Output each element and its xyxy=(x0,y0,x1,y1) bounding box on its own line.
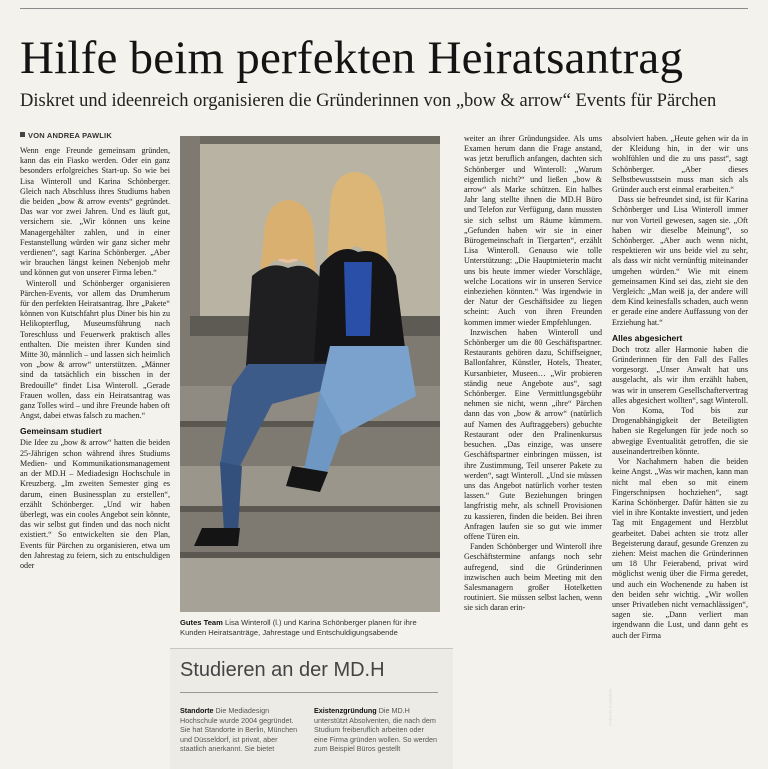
infobox-lead: Existenzgründung xyxy=(314,706,377,715)
caption-text: Lisa Winteroll (l.) und Karina Schönberger planen für ihre Kunden Heiratsanträge, Jahrestage und Entschuldigungsabende xyxy=(180,618,417,637)
paragraph: Dass sie befreundet sind, ist für Karina Schönberger und Lisa Winteroll immer nur von Vorteil gewesen, sagen sie. „Oft haben wir dieselbe Meinung“, so Schönberger. „Aber auch wenn nicht, respektieren wir uns beide viel zu sehr, als dass wir nicht vernünftig miteinander umgehen würden.“ Wie mit einem gemeinsamen Kind sei das, zieht sie den Vergleich: „Man weiß ja, der andere will dem Kind keinesfalls schaden, auch wenn er gerade eine andere Auffassung von der Erziehung hat.“ xyxy=(612,195,748,327)
infobox-column-1 xyxy=(180,706,304,768)
photo-credit: FABIAN SOMMER xyxy=(608,688,613,726)
paragraph: Winteroll und Schönberger organisieren Pärchen-Events, vor allem das Drumherum für den perfekten Heiratsantrag. Ihre „Pakete“ können von Kutschfahrt plus Diner bis hin zu Helikopterflug, Museumsführung nach Toreschluss und Feuerwerk praktisch alles enthalten. Die meisten ihrer Kunden sind Mitte 30, männlich – und lassen sich heimlich von „bow & arrow“ unterstützen. „Männer sind da tatsächlich ein bisschen in der Bredouille“ findet Lisa Winteroll. „Gerade Frauen wollen, dass ein Heiratsantrag was ganz Tolles wird – und ihre Freunde haben oft Angst, dabei etwas falsch zu machen.“ xyxy=(20,278,170,421)
infobox-title: Studieren an der MD.H xyxy=(180,659,385,681)
paragraph: Fanden Schönberger und Winteroll ihre Geschäftstermine anfangs noch sehr aufregend, sind die Gründerinnen inzwischen auch beim Meeting mit den Salesmanagern großer Hotelketten routiniert. Sie müssen selbst lachen, wenn sie sich daran erin- xyxy=(464,542,602,613)
paragraph: absolviert haben. „Heute gehen wir da in der Kleidung hin, in der wir uns wohlfühlen und die zu uns passt“, sagt Schönberger. „Aber dieses Selbstbewusstsein muss man sich als Gründer auch erst einmal erarbeiten.“ xyxy=(612,134,748,195)
byline xyxy=(20,131,170,140)
subheadline: Diskret und ideenreich organisieren die Gründerinnen von „bow & arrow“ Events für Pärchen xyxy=(20,91,717,111)
photo-caption xyxy=(180,618,442,638)
paragraph: Doch trotz aller Harmonie haben die Gründerinnen für den Fall des Falles vorgesorgt. „Unser Anwalt hat uns ausgelacht, als wir ihm erzählt haben, was wir in unserem Gesellschaftervertrag alles abgesichert wollten“, sagt Winteroll. Von Koma, Tod bis zur Drogenabhängigkeit der Beteiligten haben sie Regelungen für jede noch so abwegige Eventualität getroffen, die sie auseinandertreiben könnte. xyxy=(612,344,748,456)
infobox-text: Die Mediadesign Hochschule wurde 2004 gegründet. Sie hat Standorte in Berlin, München und Düsseldorf, ist privat, aber staatlich anerkannt. Sie bietet xyxy=(180,706,298,754)
headline: Hilfe beim perfekten Heiratsantrag xyxy=(20,32,684,84)
paragraph: weiter an ihrer Gründungsidee. Als ums Examen herum dann die Frage anstand, was jetzt beruflich anfangen, dachten sich Schönberger und Winteroll: „Warum eigentlich nicht?“ und ließen „bow & arrow“ als Marke schützen. Ein halbes Jahr lang stellte ihnen die MD.H Büro und Telefon zur Verfügung, dann mussten sie sich selbst um Räume kümmern. „Gefunden haben wir sie in einer Bürogemeinschaft in Tiergarten“, erzählt Lisa Winteroll. Genauso wie tolle Unterstützung: „Die Hauptmieterin macht uns bis heute immer wieder Vorschläge, welche Locations wir in unseren Service einbeziehen könnten.“ Was irgendwie in der Natur der Geschäftsidee zu liegen scheint: Auch von ihren Freunden kommen immer wieder Empfehlungen. xyxy=(464,134,602,327)
infobox-column-2 xyxy=(314,706,438,768)
paragraph: Wenn enge Freunde gemeinsam gründen, kann das ein Fiasko werden. Oder ein ganz besonders erfolgreiches Start-up. So wie bei Lisa Winteroll und Karina Schönberger. Gleich nach Abschluss ihres Studiums haben die beiden „bow & arrow events“ gegründet. Das war vor zwei Jahren. Und es läuft gut, versichern sie. „Wir können uns keine Managergehälter zahlen, und in einer Festanstellung würden wir ganz sicher mehr verdienen“, sagt Karina Schönberger. „Aber wir brauchen längst keinen Nebenjob mehr und können gut von unserer Firma leben.“ xyxy=(20,146,170,278)
paragraph: Vor Nachahmern haben die beiden keine Angst. „Was wir machen, kann man nicht mal eben so mit einem Fingerschnipsen hochziehen“, sagt Karina Schönberger. Dafür hätten sie zu viel in ihre Kontakte investiert, und jeden Tag mit Engagement und Herzblut gearbeitet. Dabei achten sie trotz aller Begeisterung darauf, gesunde Grenzen zu ziehen: Meist machen die Gründerinnen um 18 Uhr Feierabend, privat wird möglichst wenig über die Firma geredet, und auch ein Wochenende zu haben ist den beiden sehr wichtig. „Wir wollen unser Privatleben nicht vernachlässigen“, sagen sie. „Dann verliert man irgendwann die Lust, und dann geht es auch der Firma xyxy=(612,457,748,640)
paragraph: Die Idee zu „bow & arrow“ hatten die beiden 25-Jährigen schon während ihres Studiums Medien- und Kommunikationsmanagement an der MD.H – Mediadesign Hochschule in Kreuzberg. „Im zweiten Semester ging es darum, einen Businessplan zu erstellen“, erzählt Schönberger. „Und wir haben überlegt, was ein cooles Angebot sein könnte, das wir selbst gut finden und das noch nicht existiert.“ So entwickelten sie den Plan, Events für Pärchen zu organisieren, etwa um den Jahrestag zu feiern, sich zu entschuldigen oder xyxy=(20,438,170,570)
infobox-lead: Standorte xyxy=(180,706,214,715)
infobox-rule xyxy=(180,692,438,693)
article-column-1 xyxy=(20,146,170,768)
paragraph: Inzwischen haben Winteroll und Schönberger um die 80 Geschäftspartner. Restaurants gehören dazu, Schiffseigner, Ballonfahrer, Künstler, Hotels, Theater, Kursanbieter, Museen… „Wir probieren ständig neue Angebote aus“, sagt Schönberger. Eine Vermittlungsgebühr nehmen sie nicht, wenn „ihre“ Pärchen dann das von „bow & arrow“ (natürlich auf Namen des Auftraggebers) gebuchte Restaurant oder den Pralinenkursus besuchen. „Das einzige, was unsere Geschäftspartner einbringen müssen, ist ihre Zustimmung, Teil unserer Pakete zu werden“, sagt Winteroll. „Und sie müssen uns das Angebot natürlich vorher testen lassen.“ Gute Beziehungen bringen langfristig mehr, als schnell Provisionen zu kassieren, finden die beiden. Bei ihren Anfragen laufen sie so gut wie immer offene Türen ein. xyxy=(464,327,602,541)
article-column-2 xyxy=(464,134,602,768)
byline-author: VON ANDREA PAWLIK xyxy=(28,131,112,140)
section-heading: Alles abgesichert xyxy=(612,332,683,343)
photo-illustration xyxy=(180,136,440,612)
article-column-3 xyxy=(612,134,748,768)
section-heading: Gemeinsam studiert xyxy=(20,426,102,437)
top-rule xyxy=(20,8,748,9)
byline-square-icon xyxy=(20,132,25,137)
caption-lead: Gutes Team xyxy=(180,618,223,627)
infobox-text: Die MD.H unterstützt Absolventen, die nach dem Studium freiberuflich arbeiten oder eine Firma gründen wollen. So werden zum Beispiel Büros gestellt xyxy=(314,706,438,754)
